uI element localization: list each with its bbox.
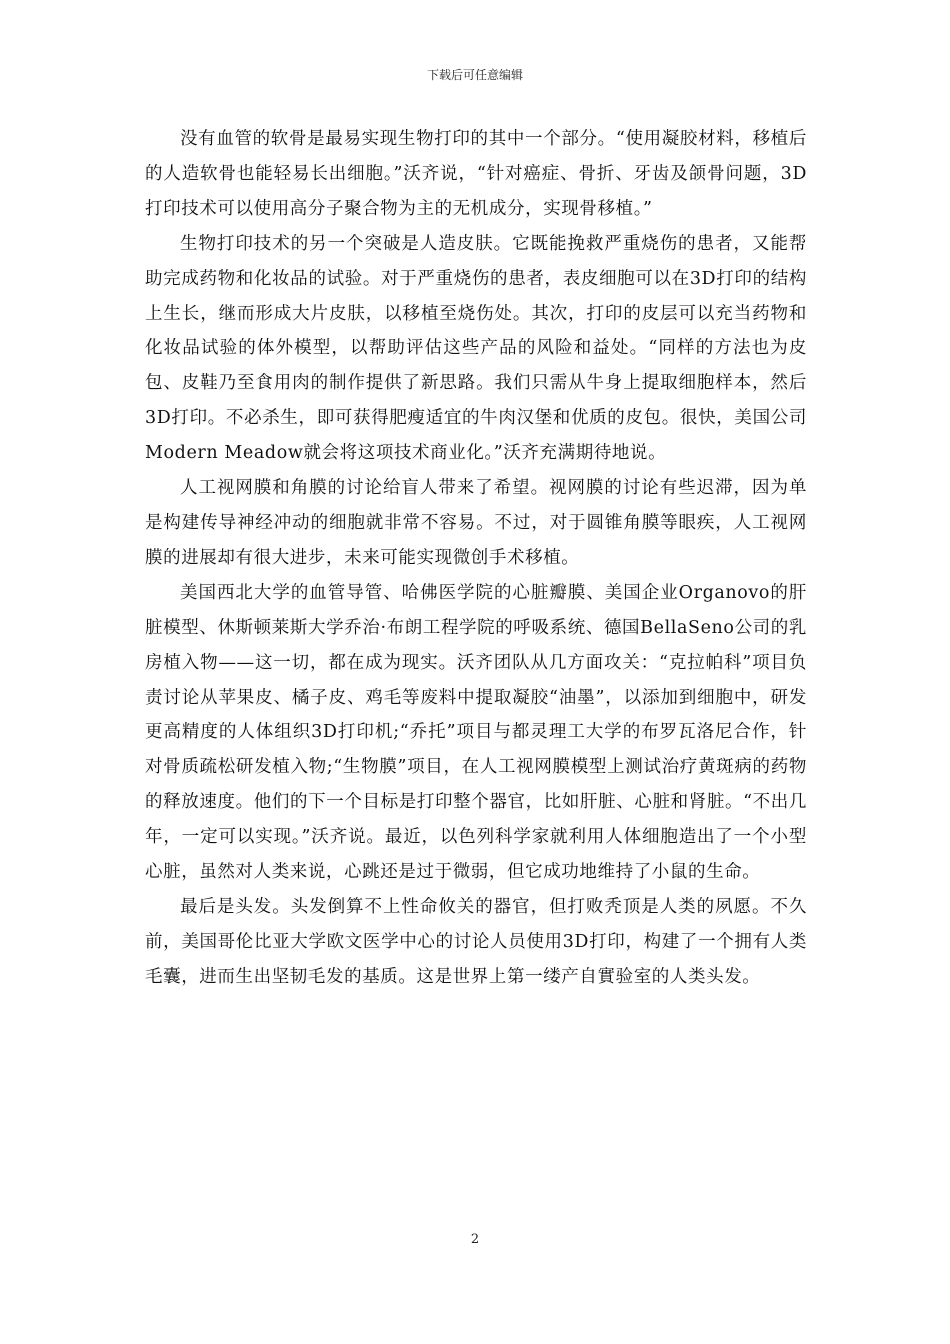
paragraph-artificial-skin: 生物打印技术的另一个突破是人造皮肤。它既能挽救严重烧伤的患者，又能帮助完成药物和化妆品的试验。对于严重烧伤的患者，表皮细胞可以在3D打印的结构上生长，继而形成大片皮肤，以移植至烧伤处。其次，打印的皮层可以充当药物和化妆品试验的体外模型，以帮助评估这些产品的风险和益处。“同样的方法也为皮包、皮鞋乃至食用肉的制作提供了新思路。我们只需从牛身上提取细胞样本，然后3D打印。不必杀生，即可获得肥瘦适宜的牛肉汉堡和优质的皮包。很快，美国公司Modern Meadow就会将这项技术商业化。”沃齐充满期待地说。 — [145, 233, 807, 464]
paragraph-organs: 美国西北大学的血管导管、哈佛医学院的心脏瓣膜、美国企业Organovo的肝脏模型、休斯顿莱斯大学乔治·布朗工程学院的呼吸系统、德国BellaSeno公司的乳房植入物——这一切，都在成为现实。沃齐团队从几方面攻关：“克拉帕科”项目负责讨论从苹果皮、橘子皮、鸡毛等废料中提取凝胶“油墨”，以添加到细胞中，研发更高精度的人体组织3D打印机;“乔托”项目与都灵理工大学的布罗瓦洛尼合作，针对骨质疏松研发植入物;“生物膜”项目，在人工视网膜模型上测试治疗黄斑病的药物的释放速度。他们的下一个目标是打印整个器官，比如肝脏、心脏和肾脏。“不出几年，一定可以实现。”沃齐说。最近，以色列科学家就利用人体细胞造出了一个小型心脏，虽然对人类来说，心跳还是过于微弱，但它成功地维持了小鼠的生命。 — [145, 582, 807, 883]
page-number: 2 — [470, 1232, 480, 1247]
paragraph-hair: 最后是头发。头发倒算不上性命攸关的器官，但打败秃顶是人类的夙愿。不久前，美国哥伦比亚大学欧文医学中心的讨论人员使用3D打印，构建了一个拥有人类毛囊，进而生出坚韧毛发的基质。这是世界上第一缕产自實验室的人类头发。 — [145, 896, 807, 987]
paragraph-cartilage: 没有血管的软骨是最易实现生物打印的其中一个部分。“使用凝胶材料，移植后的人造软骨也能轻易长出细胞。”沃齐说，“针对癌症、骨折、牙齿及颌骨问题，3D打印技术可以使用高分子聚合物为主的无机成分，实现骨移植。” — [145, 129, 807, 219]
paragraph-retina-cornea: 人工视网膜和角膜的讨论给盲人带来了希望。视网膜的讨论有些迟滞，因为单是构建传导神经冲动的细胞就非常不容易。不过，对于圆锥角膜等眼疾，人工视网膜的进展却有很大进步，未来可能实现微创手术移植。 — [145, 478, 807, 568]
page-header: 下载后可任意编辑 — [426, 68, 523, 82]
body-text — [145, 122, 807, 995]
